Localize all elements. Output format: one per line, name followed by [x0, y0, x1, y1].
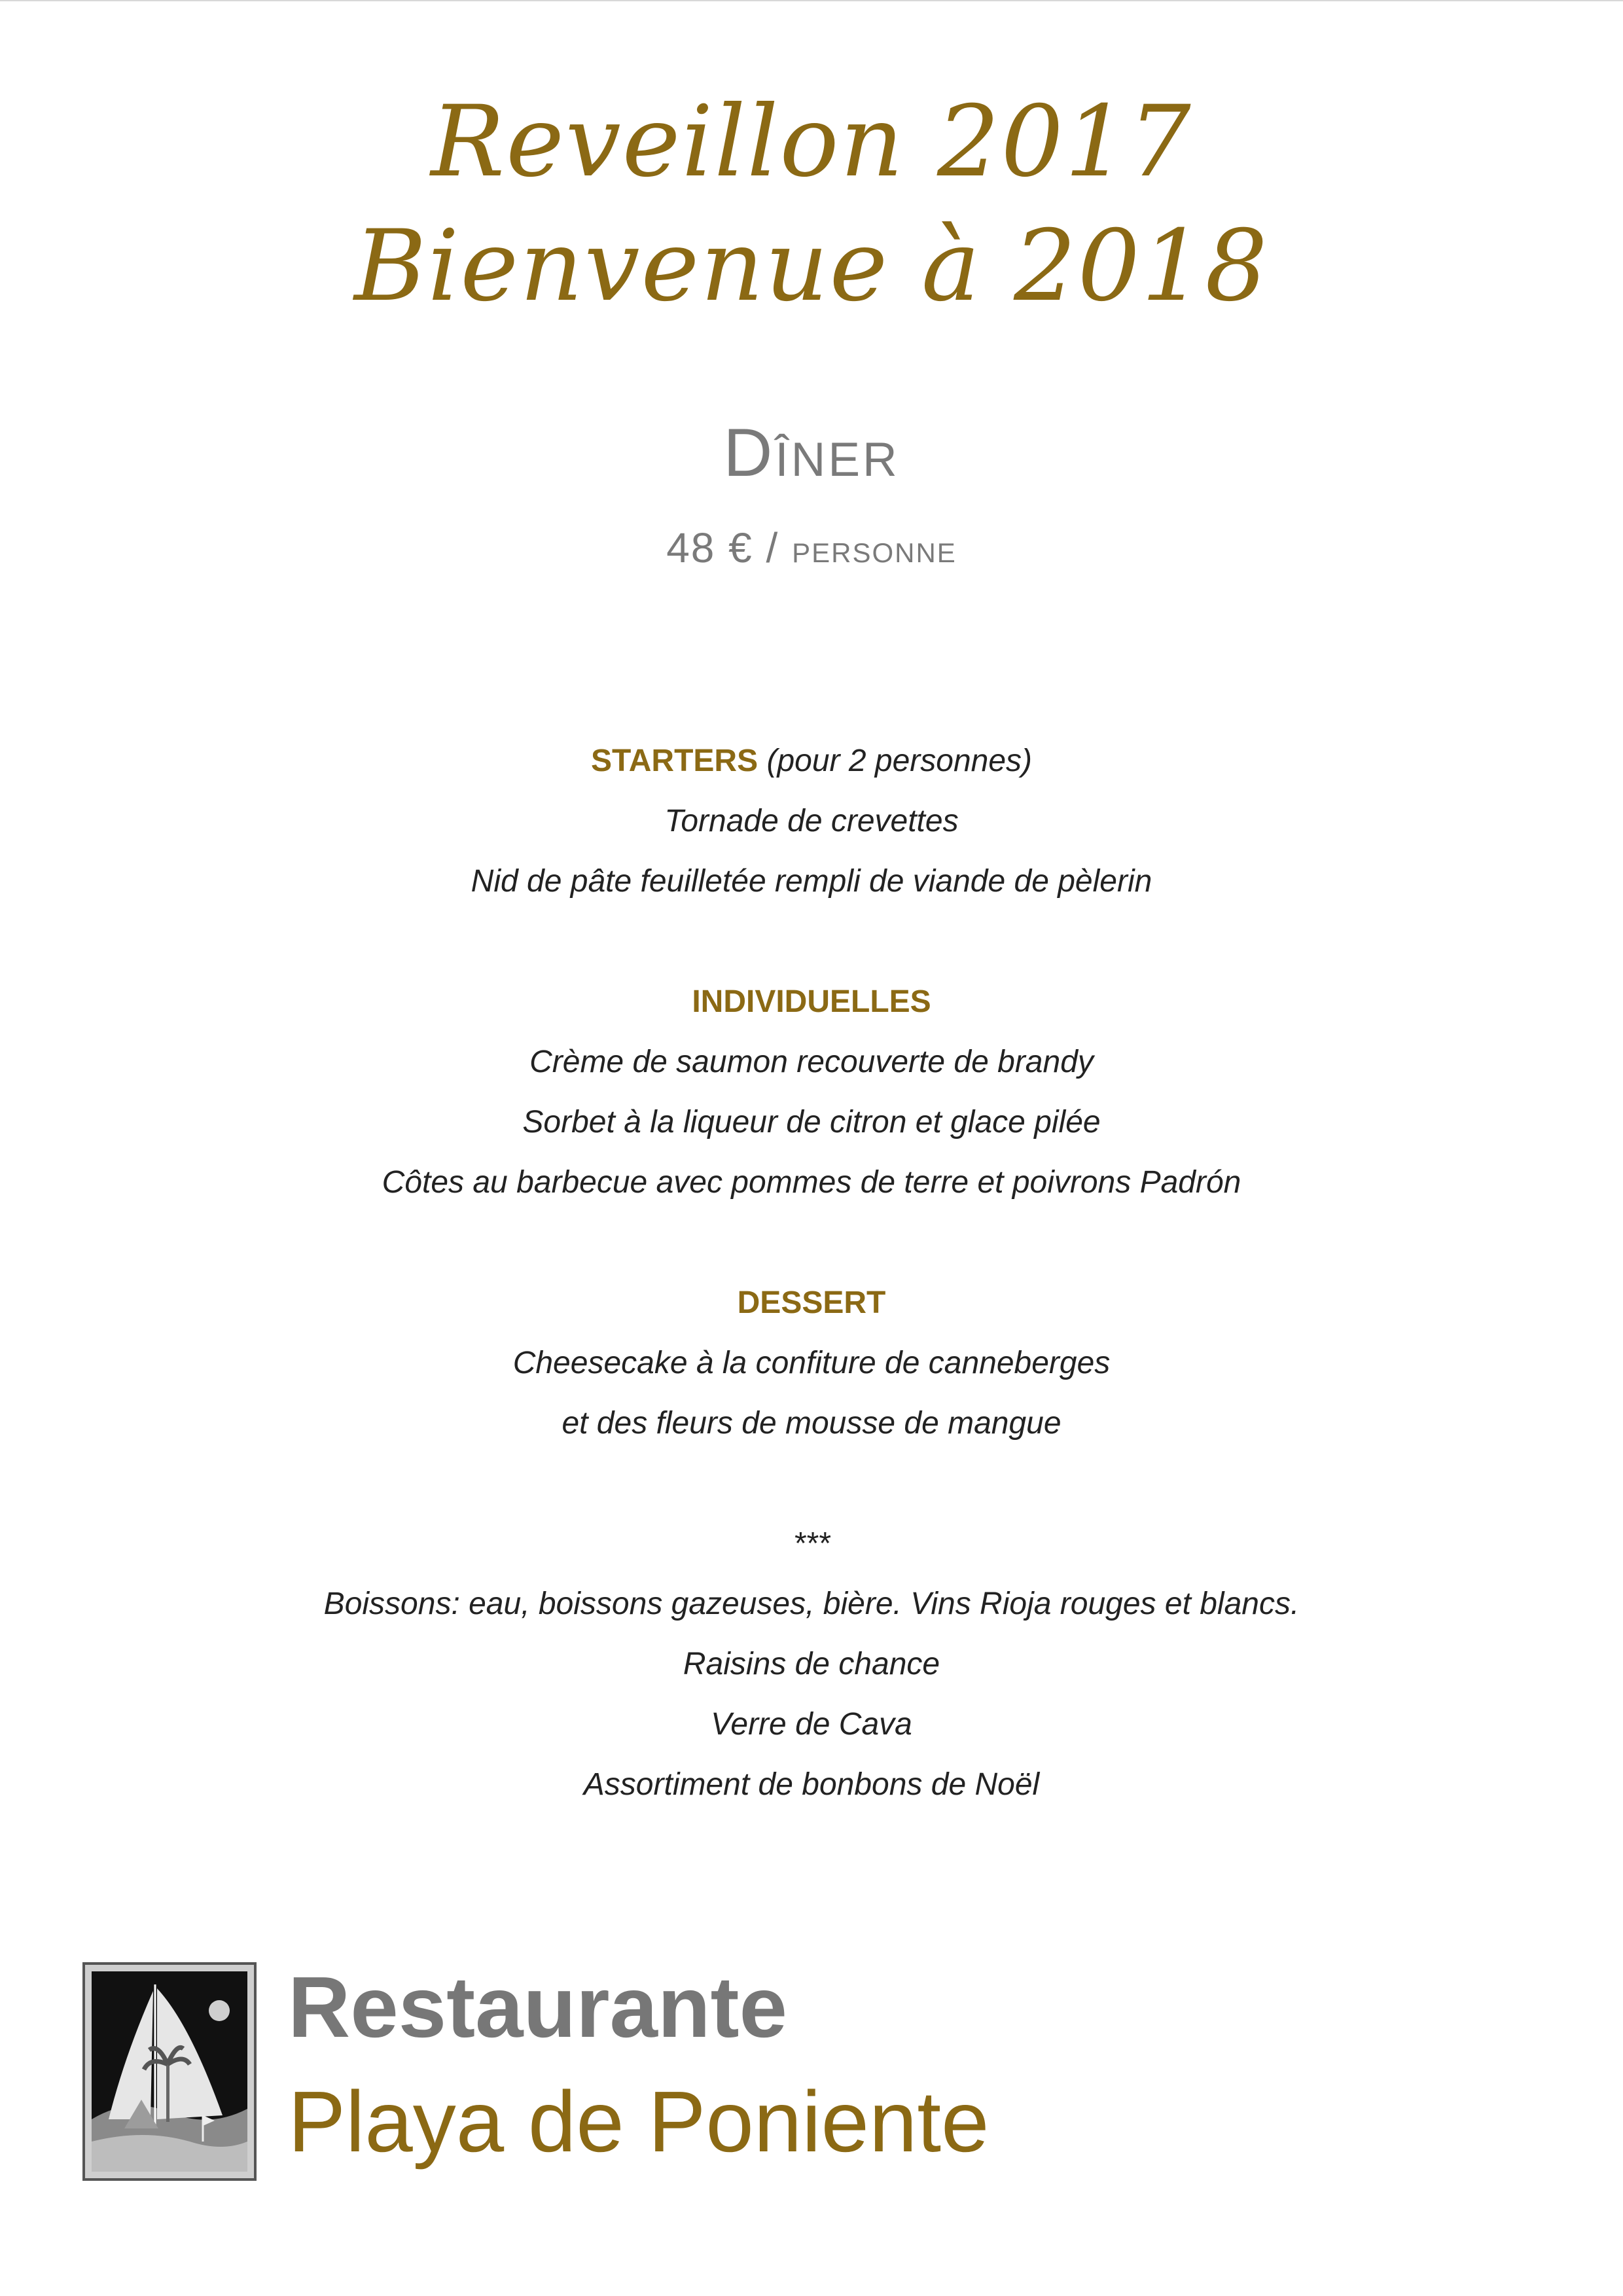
starters-heading-row: [0, 731, 1623, 791]
separator: ***: [793, 1526, 830, 1561]
price-unit: personne: [792, 527, 957, 571]
menu-item: Tornade de crevettes: [664, 804, 959, 838]
price-value: 48 € /: [666, 524, 779, 571]
restaurant-name-line-1: Restaurante: [288, 1959, 787, 2055]
individuelles-heading: INDIVIDUELLES: [692, 984, 931, 1019]
extra-item: Raisins de chance: [683, 1647, 940, 1681]
menu-item: Crème de saumon recouverte de brandy: [529, 1045, 1094, 1079]
dessert-heading: DESSERT: [737, 1285, 886, 1320]
meal-heading: Dîner: [723, 415, 900, 491]
restaurant-name-line-2: Playa de Poniente: [288, 2073, 990, 2170]
menu-item: Côtes au barbecue avec pommes de terre et poivrons Padrón: [382, 1165, 1241, 1200]
extra-item: Verre de Cava: [711, 1707, 912, 1742]
individuelles-heading-row: [0, 972, 1623, 1032]
menu-item: Cheesecake à la confiture de canneberges: [512, 1346, 1111, 1380]
title-line-1: Reveillon 2017: [431, 85, 1192, 199]
sail-palm-logo-icon: [82, 1962, 257, 2181]
title-line-2: Bienvenue à 2018: [354, 209, 1269, 323]
starters-note: (pour 2 personnes): [766, 744, 1033, 778]
menu-item: et des fleurs de mousse de mangue: [562, 1406, 1061, 1441]
menu-body: [0, 731, 1623, 1815]
dessert-heading-row: [0, 1273, 1623, 1333]
starters-heading: STARTERS: [590, 744, 758, 778]
menu-item: Sorbet à la liqueur de citron et glace pilée: [522, 1105, 1101, 1139]
menu-item: Nid de pâte feuilletée rempli de viande de pèlerin: [471, 864, 1152, 899]
extra-item: Boissons: eau, boissons gazeuses, bière. Vins Rioja rouges et blancs.: [323, 1587, 1300, 1621]
extra-item: Assortiment de bonbons de Noël: [583, 1767, 1040, 1802]
price-line: [0, 522, 1623, 575]
